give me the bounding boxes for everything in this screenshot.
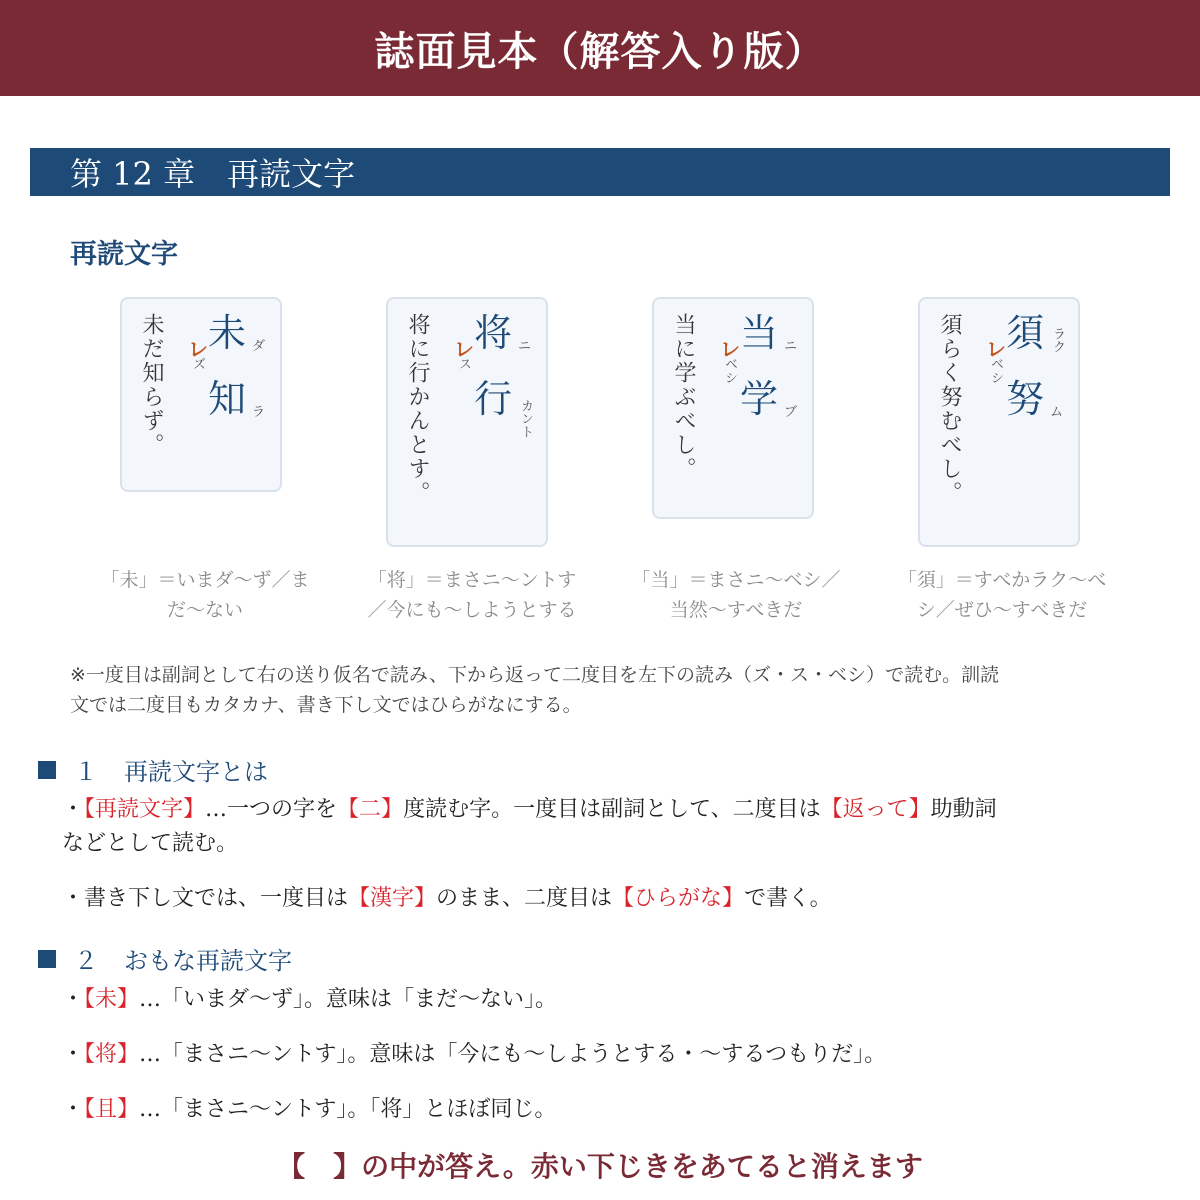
example-card-4 bbox=[918, 297, 1080, 547]
footer-note: 【 】の中が答え。赤い下じきをあてると消えます bbox=[277, 1150, 923, 1183]
chapter-title: 第 12 章 再読文字 bbox=[70, 155, 356, 193]
reten-mark: レ bbox=[454, 337, 474, 361]
okurigana-first: ニ bbox=[518, 339, 532, 354]
answer-text: 【二】 bbox=[337, 797, 404, 822]
kanji-second: 知 bbox=[208, 377, 247, 421]
subsection-number: １ bbox=[74, 758, 98, 786]
second-reading: ス bbox=[456, 357, 471, 371]
kanji-first: 当 bbox=[740, 311, 779, 355]
example-card-2 bbox=[386, 297, 548, 547]
second-reading: ベシ bbox=[988, 357, 1003, 385]
kanji-first: 須 bbox=[1006, 311, 1045, 355]
card-caption-2: 「将」＝まさニ〜ントす ／今にも〜しようとする bbox=[367, 569, 577, 621]
subsection-title: おもな再読文字 bbox=[124, 947, 292, 975]
kundoku-reading: 当に学ぶべし。 bbox=[671, 313, 696, 481]
list-item: ・【且】…「まさニ〜ントす」。「将」とほぼ同じ。 bbox=[62, 1097, 557, 1122]
definition-text: ・【再読文字】…一つの字を【二】度読む字。一度目は副詞として、二度目は【返って】助動詞 などとして読む。 bbox=[62, 797, 997, 856]
answer-text: 【ひらがな】 bbox=[612, 886, 745, 911]
page-title: 誌面見本（解答入り版） bbox=[374, 28, 826, 75]
example-card-1 bbox=[120, 297, 282, 492]
reten-mark: レ bbox=[986, 337, 1006, 361]
answer-text: 【将】 bbox=[84, 1042, 140, 1067]
chapter-header bbox=[30, 148, 1170, 196]
kundoku-reading: 未だ知らず。 bbox=[139, 313, 164, 457]
section-title: 再読文字 bbox=[70, 239, 178, 270]
kanji-first: 将 bbox=[474, 311, 513, 355]
subsection-heading-1 bbox=[38, 752, 268, 787]
square-bullet-icon bbox=[38, 761, 56, 779]
kundoku-reading: 須らく努むべし。 bbox=[937, 313, 962, 505]
okurigana-first: ニ bbox=[784, 339, 798, 354]
answer-text: 【未】 bbox=[84, 987, 140, 1012]
answer-text: 【且】 bbox=[84, 1097, 140, 1122]
kanji-first: 未 bbox=[208, 311, 247, 355]
writing-rule-text: ・書き下し文では、一度目は【漢字】のまま、二度目は【ひらがな】で書く。 bbox=[62, 886, 832, 911]
top-banner bbox=[0, 0, 1200, 96]
okurigana-second: カント bbox=[518, 399, 533, 438]
subsection-number: ２ bbox=[74, 947, 98, 975]
kanji-second: 学 bbox=[740, 377, 779, 421]
subsection-heading-2 bbox=[38, 941, 292, 976]
okurigana-second: ム bbox=[1050, 405, 1064, 420]
okurigana-second: ブ bbox=[784, 405, 798, 420]
answer-text: 【返って】 bbox=[820, 797, 931, 822]
card-caption-3: 「当」＝まさニ〜ベシ／ 当然〜すべきだ bbox=[631, 569, 841, 621]
answer-text: 【漢字】 bbox=[348, 886, 437, 911]
card-caption-1: 「未」＝いまダ〜ず／ま だ〜ない bbox=[100, 569, 310, 621]
reten-mark: レ bbox=[188, 337, 208, 361]
okurigana-second: ラ bbox=[252, 405, 266, 420]
kundoku-reading: 将に行かんとす。 bbox=[405, 313, 430, 505]
square-bullet-icon bbox=[38, 950, 56, 968]
okurigana-first: ラク bbox=[1050, 327, 1065, 353]
kanji-second: 行 bbox=[474, 377, 513, 421]
list-item: ・【将】…「まさニ〜ントす」。意味は「今にも〜しようとする・〜するつもりだ」。 bbox=[62, 1042, 887, 1067]
subsection-title: 再読文字とは bbox=[124, 758, 268, 786]
answer-text: 【再読文字】 bbox=[84, 797, 206, 822]
example-card-3 bbox=[652, 297, 814, 519]
card-caption-4: 「須」＝すべかラク〜べ シ／ぜひ〜すべきだ bbox=[897, 569, 1107, 621]
second-reading: ズ bbox=[190, 357, 205, 371]
reading-note: ※一度目は副詞として右の送り仮名で読み、下から返って二度目を左下の読み（ズ・ス・ベシ）で読む。訓読 文では二度目もカタカナ、書き下し文ではひらがなにする。 bbox=[70, 664, 1000, 716]
second-reading: ベシ bbox=[722, 357, 737, 385]
okurigana-first: ダ bbox=[252, 339, 266, 354]
kanji-second: 努 bbox=[1006, 377, 1045, 421]
list-item: ・【未】…「いまダ〜ず」。意味は「まだ〜ない」。 bbox=[62, 987, 558, 1012]
reten-mark: レ bbox=[720, 337, 740, 361]
